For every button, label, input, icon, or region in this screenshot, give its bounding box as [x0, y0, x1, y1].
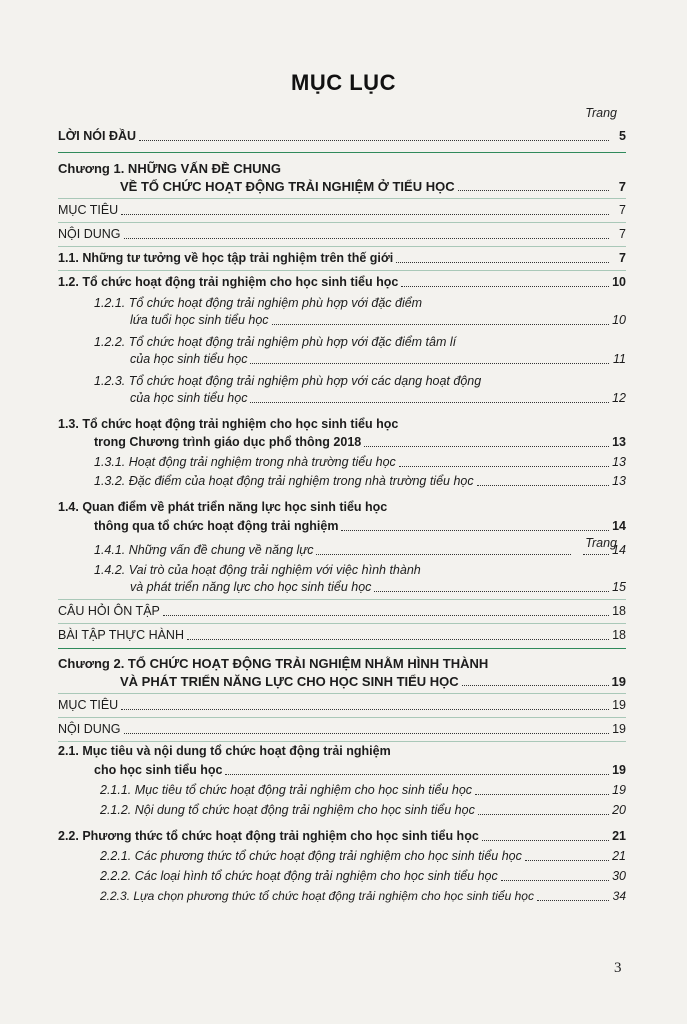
dot-leader: [121, 214, 609, 215]
toc-entry-1-2-1-title: 1.2.1. Tổ chức hoạt động trải nghiệm phù hợp với đặc điểm: [94, 296, 423, 310]
toc-entry-chapter-1: [120, 176, 626, 194]
toc-entry-2-2: [58, 826, 626, 844]
dot-leader: [124, 238, 610, 239]
toc-entry-ch1-bai-tap: [58, 625, 626, 643]
toc-entry-page: 19: [611, 674, 626, 689]
toc-entry-1-4: [94, 516, 626, 534]
toc-entry-page: 7: [619, 227, 626, 241]
toc-entry-text: NỘI DUNG: [58, 227, 121, 241]
toc-entry-ch2-muc-tieu: [58, 695, 626, 713]
toc-entry-loi-noi-dau: [58, 126, 626, 144]
toc-entry-page: 18: [612, 628, 626, 642]
dot-leader: [401, 286, 609, 287]
toc-entry-page: 10: [612, 275, 626, 289]
toc-entry-2-1-1: [100, 780, 626, 798]
toc-entry-text: 1.3.2. Đặc điểm của hoạt động trải nghiệm trong nhà trường tiểu học: [94, 474, 474, 488]
toc-entry-text: CÂU HỎI ÔN TẬP: [58, 604, 160, 618]
dot-leader: [475, 794, 609, 795]
toc-entry-page: 13: [612, 435, 626, 449]
separator: [58, 648, 626, 649]
toc-entry-ch2-noi-dung: [58, 719, 626, 737]
dot-leader: [477, 485, 609, 486]
toc-entry-page: 10: [612, 313, 626, 327]
toc-entry-1-1: [58, 248, 626, 266]
toc-entry-text: VÀ PHÁT TRIỂN NĂNG LỰC CHO HỌC SINH TIỂU HỌC: [120, 674, 459, 689]
toc-entry-text: cho học sinh tiểu học: [94, 763, 223, 777]
toc-entry-ch1-muc-tieu: [58, 200, 626, 218]
toc-entry-page: 21: [612, 829, 626, 843]
toc-entry-text: và phát triển năng lực cho học sinh tiểu học: [130, 580, 372, 594]
toc-entry-2-2-1: [100, 846, 626, 864]
toc-entry-page: 19: [612, 783, 626, 797]
dot-leader: [501, 880, 609, 881]
toc-entry-1-4-2-title: 1.4.2. Vai trò của hoạt động trải nghiệm với việc hình thành: [94, 563, 421, 577]
chapter-2-title: Chương 2. TỔ CHỨC HOẠT ĐỘNG TRẢI NGHIỆM NHẰM HÌNH THÀNH: [58, 656, 489, 671]
toc-entry-page: 13: [612, 455, 626, 469]
toc-entry-page: 19: [612, 763, 626, 777]
toc-entry-1-3-1: [94, 452, 626, 470]
toc-entry-2-2-3: [100, 886, 626, 904]
toc-entry-text: 1.3.1. Hoạt động trải nghiệm trong nhà trường tiểu học: [94, 455, 396, 469]
toc-entry-text: 2.1.1. Mục tiêu tổ chức hoạt động trải nghiệm cho học sinh tiểu học: [100, 783, 473, 797]
separator: [58, 152, 626, 153]
toc-entry-page: 11: [613, 352, 626, 366]
toc-entry-1-2-3: [130, 388, 626, 406]
toc-entry-text: thông qua tổ chức hoạt động trải nghiệm: [94, 519, 339, 533]
toc-entry-1-3: [94, 432, 626, 450]
separator: [58, 623, 626, 624]
toc-entry-page: 7: [619, 203, 626, 217]
toc-entry-1-3-title: 1.3. Tổ chức hoạt động trải nghiệm cho học sinh tiểu học: [58, 417, 399, 431]
dot-leader: [537, 900, 609, 901]
toc-entry-page: 5: [619, 129, 626, 143]
dot-leader: [250, 402, 609, 403]
toc-entry-1-2-3-title: 1.2.3. Tổ chức hoạt động trải nghiệm phù hợp với các dạng hoạt động: [94, 374, 482, 388]
toc-entry-2-1-2: [100, 800, 626, 818]
toc-entry-2-2-2: [100, 866, 626, 884]
dot-leader: [482, 840, 609, 841]
toc-entry-1-4-2: [130, 577, 626, 595]
toc-entry-text: 2.2. Phương thức tổ chức hoạt động trải nghiệm cho học sinh tiểu học: [58, 829, 479, 843]
dot-leader: [583, 554, 609, 555]
page-title: MỤC LỤC: [291, 70, 396, 95]
dot-leader: [316, 554, 571, 555]
separator: [58, 222, 626, 223]
toc-entry-chapter-2: [120, 671, 626, 689]
separator: [58, 246, 626, 247]
dot-leader: [462, 685, 609, 686]
toc-entry-1-2-1: [130, 310, 626, 328]
toc-entry-text: LỜI NÓI ĐẦU: [58, 129, 137, 143]
toc-entry-page: 7: [619, 251, 626, 265]
separator: [58, 198, 626, 199]
separator: [58, 717, 626, 718]
chapter-1-title: Chương 1. NHỮNG VẤN ĐỀ CHUNG: [58, 161, 281, 176]
toc-entry-text: 1.2. Tổ chức hoạt động trải nghiệm cho học sinh tiểu học: [58, 275, 399, 289]
separator: [58, 693, 626, 694]
dot-leader: [272, 324, 609, 325]
toc-entry-1-2-2-title: 1.2.2. Tổ chức hoạt động trải nghiệm phù hợp với đặc điểm tâm lí: [94, 335, 457, 349]
separator: [58, 599, 626, 600]
toc-entry-2-1-title: 2.1. Mục tiêu và nội dung tổ chức hoạt động trải nghiệm: [58, 744, 391, 758]
dot-leader: [396, 262, 609, 263]
separator: [58, 270, 626, 271]
toc-entry-page: 13: [612, 474, 626, 488]
dot-leader: [478, 814, 609, 815]
toc-entry-text: 2.2.1. Các phương thức tổ chức hoạt động trải nghiệm cho học sinh tiểu học: [100, 849, 522, 863]
toc-entry-text: trong Chương trình giáo dục phổ thông 2018: [94, 435, 362, 449]
toc-entry-page: 12: [612, 391, 626, 405]
toc-entry-page: 30: [612, 869, 626, 883]
toc-entry-text: của học sinh tiểu học: [130, 352, 248, 366]
toc-entry-1-4-1-page-holder: [580, 540, 626, 558]
toc-entry-page: 19: [612, 698, 626, 712]
dot-leader: [187, 639, 609, 640]
toc-entry-page: 14: [612, 519, 626, 533]
dot-leader: [341, 530, 609, 531]
dot-leader: [399, 466, 609, 467]
page-number: 3: [614, 960, 622, 976]
toc-entry-1-4-title: 1.4. Quan điểm về phát triển năng lực học sinh tiểu học: [58, 500, 388, 514]
toc-entry-1-4-1: [94, 540, 574, 558]
separator: [58, 741, 626, 742]
toc-entry-text: NỘI DUNG: [58, 722, 121, 736]
dot-leader: [225, 774, 609, 775]
toc-entry-text: 2.2.3. Lựa chọn phương thức tổ chức hoạt động trải nghiệm cho học sinh tiểu học: [100, 889, 534, 903]
dot-leader: [374, 591, 609, 592]
dot-leader: [250, 363, 609, 364]
toc-entry-ch1-noi-dung: [58, 224, 626, 242]
toc-entry-text: 2.2.2. Các loại hình tổ chức hoạt động trải nghiệm cho học sinh tiểu học: [100, 869, 498, 883]
dot-leader: [525, 860, 609, 861]
toc-entry-text: 2.1.2. Nội dung tổ chức hoạt động trải nghiệm cho học sinh tiểu học: [100, 803, 475, 817]
dot-leader: [458, 190, 609, 191]
dot-leader: [124, 733, 610, 734]
dot-leader: [121, 709, 609, 710]
toc-entry-text: MỤC TIÊU: [58, 698, 119, 712]
toc-entry-1-3-2: [94, 471, 626, 489]
toc-entry-text: 1.4.1. Những vấn đề chung về năng lực: [94, 543, 314, 557]
toc-entry-1-2-2: [130, 349, 626, 367]
toc-entry-page: 14: [612, 543, 626, 557]
dot-leader: [364, 446, 609, 447]
toc-entry-text: MỤC TIÊU: [58, 203, 119, 217]
toc-entry-page: 15: [612, 580, 626, 594]
toc-entry-text: 1.1. Những tư tưởng về học tập trải nghiệm trên thế giới: [58, 251, 394, 265]
toc-entry-text: BÀI TẬP THỰC HÀNH: [58, 628, 184, 642]
toc-entry-ch1-cau-hoi: [58, 601, 626, 619]
toc-entry-page: 20: [612, 803, 626, 817]
toc-entry-text: lứa tuổi học sinh tiểu học: [130, 313, 269, 327]
toc-entry-page: 7: [618, 179, 626, 194]
dot-leader: [163, 615, 609, 616]
toc-entry-page: 18: [612, 604, 626, 618]
toc-entry-page: 21: [612, 849, 626, 863]
toc-entry-2-1: [94, 760, 626, 778]
toc-entry-page: 19: [612, 722, 626, 736]
toc-entry-page: 34: [612, 889, 626, 903]
page-column-label: Trang: [585, 106, 617, 120]
dot-leader: [139, 140, 609, 141]
toc-entry-1-2: [58, 272, 626, 290]
toc-entry-text: VỀ TỔ CHỨC HOẠT ĐỘNG TRẢI NGHIỆM Ở TIỂU HỌC: [120, 179, 455, 194]
page-column-label: Trang: [585, 536, 617, 550]
toc-entry-text: của học sinh tiểu học: [130, 391, 248, 405]
